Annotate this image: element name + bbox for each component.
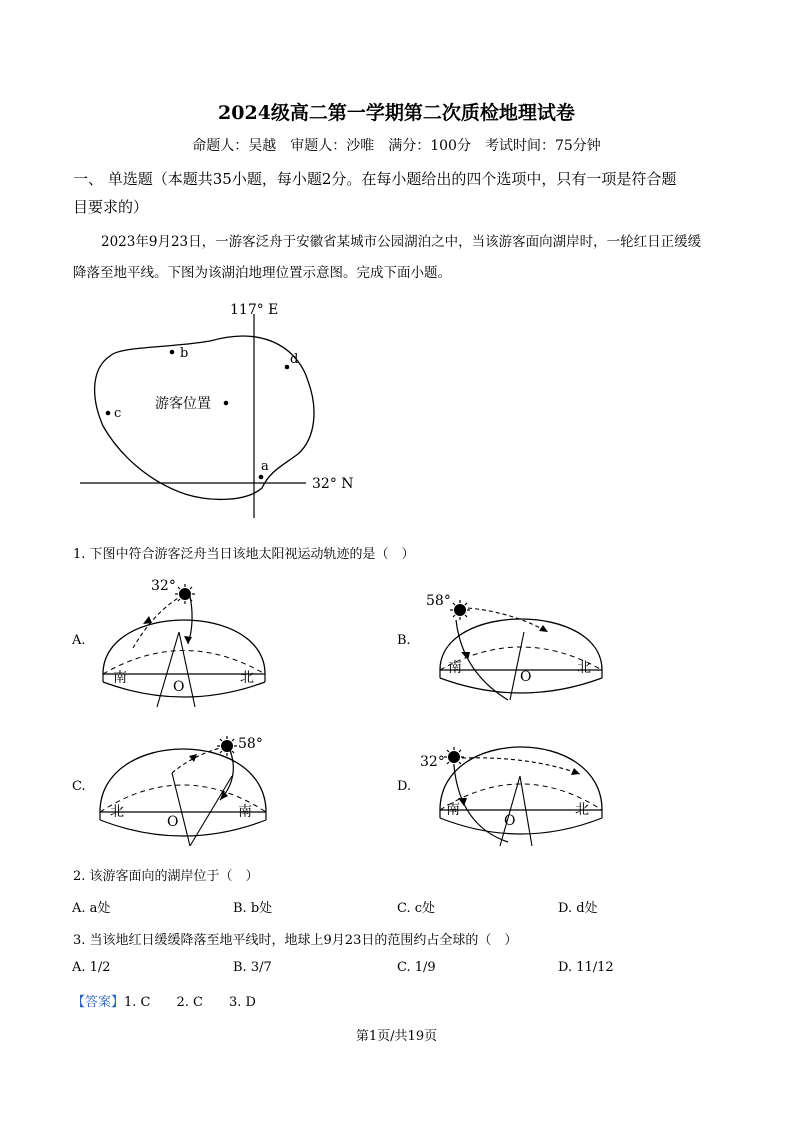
sun-angle-label: 32° [420, 754, 445, 770]
sun-icon [454, 604, 466, 616]
q1-option-d-letter: D. [397, 779, 412, 794]
observer-label: O [173, 679, 185, 695]
q1-option-c-diagram [92, 728, 274, 860]
intro-line1: 2023年9月23日，一游客泛舟于安徽省某城市公园湖泊之中，当该游客面向湖岸时，一轮红日正缓缓 [101, 234, 702, 250]
q3-option-c: C. 1/9 [397, 960, 436, 975]
point-a-marker [259, 475, 264, 480]
direction-left-label: 北 [110, 804, 124, 820]
sky-dome [100, 749, 266, 812]
question-3-stem: 3. 当该地红日缓缓降落至地平线时，地球上9月23日的范围约占全球的（ ） [73, 933, 518, 948]
answer-items: 1. C 2. C 3. D [124, 995, 256, 1010]
tourist-label: 游客位置 [155, 396, 211, 412]
lake-outline [95, 336, 314, 499]
intro-line2: 降落至地平线。下图为该湖泊地理位置示意图。完成下面小题。 [73, 265, 451, 281]
q1-option-b-diagram [426, 582, 610, 712]
parallel-label: 32° N [312, 476, 354, 492]
point-b-label: b [180, 346, 189, 361]
point-a-label: a [261, 459, 269, 474]
direction-right-label: 北 [575, 802, 589, 818]
q2-option-b: B. b处 [233, 901, 273, 916]
q1-option-d-diagram [420, 726, 610, 860]
sun-path-dashed [172, 748, 220, 773]
direction-right-label: 南 [238, 804, 252, 820]
direction-left-label: 南 [446, 802, 460, 818]
sun-icon [221, 740, 233, 752]
q1-option-c-letter: C. [72, 779, 86, 794]
base-ellipse-front [440, 818, 602, 834]
section-heading-line1: 一、 单选题（本题共35小题，每小题2分。在每小题给出的四个选项中，只有一项是符合题 [73, 170, 677, 188]
meridian-label: 117° E [230, 302, 279, 318]
q1-option-a-letter: A. [72, 633, 86, 648]
point-c-label: c [114, 406, 122, 421]
sun-path-dashed [462, 758, 580, 774]
q3-option-d: D. 11/12 [558, 960, 614, 975]
sun-angle-label: 32° [151, 578, 176, 594]
answer-line [72, 991, 256, 1010]
q2-option-a: A. a处 [72, 901, 111, 916]
page-footer: 第1页/共19页 [355, 1029, 438, 1044]
q3-option-b: B. 3/7 [233, 960, 272, 975]
answer-tag: 【答案】 [72, 995, 125, 1010]
sun-icon [448, 751, 460, 763]
base-ellipse-front [100, 820, 266, 836]
observer-label: O [167, 814, 179, 830]
direction-right-label: 北 [240, 670, 254, 686]
section-heading-line2: 目要求的） [73, 198, 149, 216]
q1-option-b-letter: B. [397, 633, 411, 648]
q2-option-d: D. d处 [558, 901, 598, 916]
point-d-label: d [290, 352, 299, 367]
q2-option-c: C. c处 [397, 901, 436, 916]
q3-option-a: A. 1/2 [72, 960, 111, 975]
exam-meta: 命题人：吴越 审题人：沙唯 满分：100分 考试时间：75分钟 [192, 138, 601, 154]
direction-right-label: 北 [577, 660, 591, 676]
sun-angle-label: 58° [426, 593, 451, 609]
question-2-stem: 2. 该游客面向的湖岸位于（ ） [73, 869, 259, 884]
point-c-marker [106, 411, 111, 416]
point-b-marker [170, 350, 175, 355]
sun-icon [179, 588, 191, 600]
observer-label: O [504, 813, 516, 829]
tourist-marker [224, 401, 229, 406]
sky-dome [103, 620, 265, 674]
direction-left-label: 南 [113, 670, 127, 686]
page-title: 2024级高二第一学期第二次质检地理试卷 [218, 102, 575, 124]
lake-map-figure [70, 296, 370, 526]
question-1-stem: 1. 下图中符合游客泛舟当日该地太阳视运动轨迹的是（ ） [73, 547, 415, 562]
point-d-marker [285, 365, 290, 370]
direction-left-label: 南 [448, 660, 462, 676]
observer-label: O [520, 669, 532, 685]
sun-angle-label: 58° [238, 736, 263, 752]
q1-option-a-diagram [95, 572, 275, 712]
